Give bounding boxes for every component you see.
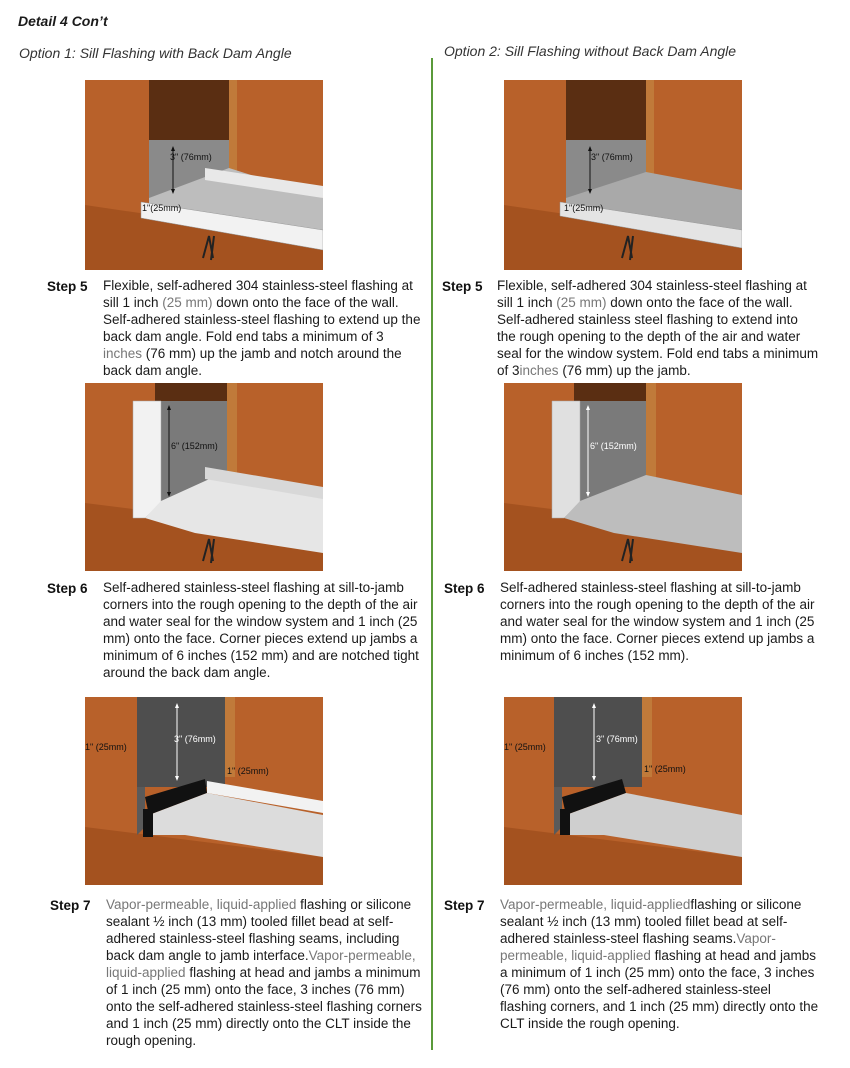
figure-step6-option2 xyxy=(504,383,742,571)
step6-label-option1: Step 6 xyxy=(47,581,88,596)
step5-label-option1: Step 5 xyxy=(47,279,88,294)
dim-1in-label: 1"(25mm) xyxy=(142,203,182,213)
dim-1in-face-label: 1" (25mm) xyxy=(504,742,546,752)
step6-label-option2: Step 6 xyxy=(444,581,485,596)
dim-6in-label: 6" (152mm) xyxy=(171,441,218,451)
dim-1in-clt-label: 1" (25mm) xyxy=(227,766,269,776)
column-divider xyxy=(431,58,433,1050)
figure-step5-option1 xyxy=(85,80,323,270)
dim-1in-face-label: 1" (25mm) xyxy=(85,742,127,752)
dim-3in-label: 3" (76mm) xyxy=(596,734,638,744)
figure-step7-option1 xyxy=(85,697,323,885)
step5-label-option2: Step 5 xyxy=(442,279,483,294)
figure-step7-option2 xyxy=(504,697,742,885)
dim-6in-label: 6" (152mm) xyxy=(590,441,637,451)
dim-3in-label: 3" (76mm) xyxy=(170,152,212,162)
dim-3in-label: 3" (76mm) xyxy=(174,734,216,744)
step7-label-option1: Step 7 xyxy=(50,898,91,913)
step6-text-option2: Self-adhered stainless-steel flashing at sill-to-jamb corners into the rough opening to the depth of the air and water seal for the window system and 1 inch (25 mm) onto the face. Corner pieces extend up jambs a minimum of 6 inches (152 mm). xyxy=(500,580,815,663)
step5-text-option2: Flexible, self-adhered 304 stainless-steel flashing at sill 1 inch (25 mm) down onto the face of the wall. Self-adhered stainless steel flashing to extend into the rough opening to the depth of the air and water seal for the window system. Fold end tabs a minimum of 3inches (76 mm) up the jamb. xyxy=(497,278,819,378)
step7-text-option2: Vapor-permeable, liquid-appliedflashing or silicone sealant ½ inch (13 mm) tooled fillet bead at self-adhered stainless-steel flashing seams.Vapor-permeable, liquid-applied flashing at head and jambs a minimum of 1 inch (25 mm) onto the face, 3 inches (76 mm) onto the self-adhered stainless-steel flashing corners, and 1 inch (25 mm) directly onto the CLT inside the rough opening. xyxy=(500,897,819,1031)
dim-1in-label: 1"(25mm) xyxy=(564,203,604,213)
dim-1in-clt-label: 1" (25mm) xyxy=(644,764,686,774)
dim-3in-label: 3" (76mm) xyxy=(591,152,633,162)
option-1-heading: Option 1: Sill Flashing with Back Dam Angle xyxy=(19,45,292,61)
figure-step6-option1 xyxy=(85,383,323,571)
figure-step5-option2 xyxy=(504,80,742,270)
step7-label-option2: Step 7 xyxy=(444,898,485,913)
step5-text-option1: Flexible, self-adhered 304 stainless-steel flashing at sill 1 inch (25 mm) down onto the face of the wall. Self-adhered stainless-steel flashing to extend up the back dam angle. Fold end tabs a minimum of 3 inches (76 mm) up the jamb and notch around the back dam angle. xyxy=(103,278,421,378)
step6-text-option1: Self-adhered stainless-steel flashing at sill-to-jamb corners into the rough opening to the depth of the air and water seal for the window system and 1 inch (25 mm) onto the face. Corner pieces extend up jambs a minimum of 6 inches (152 mm) and are notched tight around the back dam angle. xyxy=(103,580,419,680)
step7-text-option1: Vapor-permeable, liquid-applied flashing or silicone sealant ½ inch (13 mm) tooled fillet bead at self-adhered stainless-steel flashing seams, including back dam angle to jamb interface.Vapor-permeable, liquid-applied flashing at head and jambs a minimum of 1 inch (25 mm) onto the face, 3 inches (76 mm) onto the self-adhered stainless-steel flashing corners and 1 inch (25 mm) directly onto the CLT inside the rough opening. xyxy=(106,897,422,1048)
option-2-heading: Option 2: Sill Flashing without Back Dam Angle xyxy=(444,43,737,59)
page-title: Detail 4 Con’t xyxy=(18,13,108,29)
